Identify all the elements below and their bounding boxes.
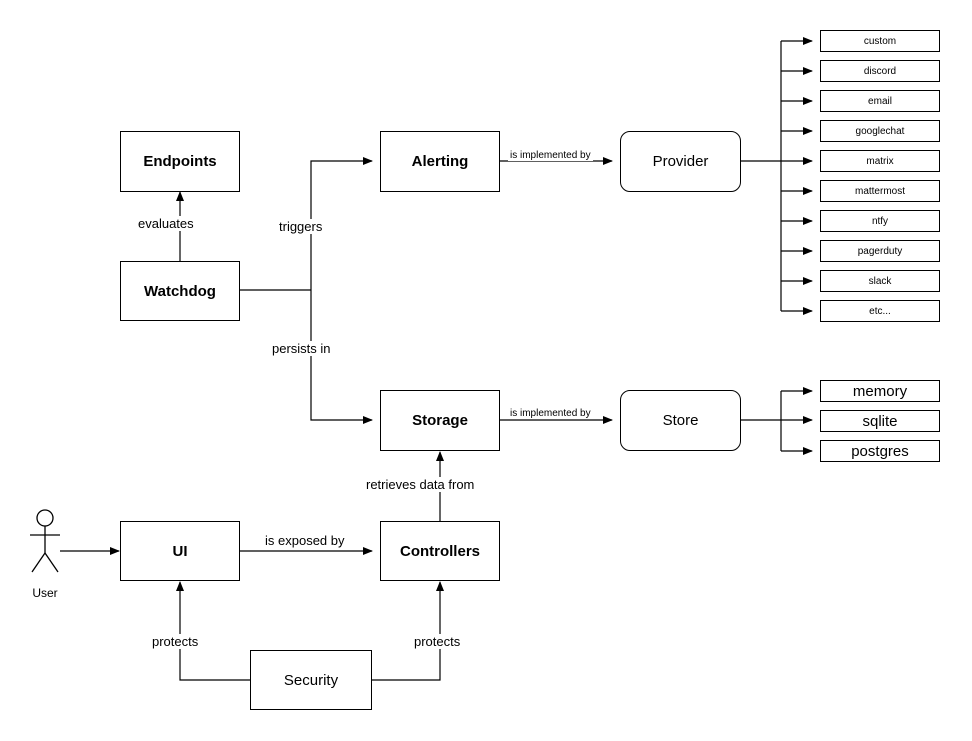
leaf-provider-discord[interactable] [820, 60, 940, 82]
leaf-provider-mattermost[interactable] [820, 180, 940, 202]
edge-label-storage-store: is implemented by [510, 408, 591, 419]
leaf-label: discord [863, 65, 897, 77]
node-provider-label: Provider [652, 153, 709, 170]
edge-label-protects-controllers: protects [414, 634, 461, 649]
node-security[interactable] [250, 650, 372, 710]
edge-label-is-exposed-by: is exposed by [265, 533, 345, 548]
leaf-label: memory [852, 382, 908, 400]
node-ui[interactable] [120, 521, 240, 581]
node-controllers-label: Controllers [399, 542, 480, 560]
node-endpoints-label: Endpoints [143, 153, 217, 170]
leaf-label: custom [863, 35, 897, 47]
node-alerting[interactable] [380, 131, 500, 192]
node-storage-label: Storage [412, 412, 468, 429]
leaf-provider-custom[interactable] [820, 30, 940, 52]
leaf-label: matrix [866, 155, 894, 167]
leaf-store-sqlite[interactable] [820, 410, 940, 432]
leaf-label: ntfy [871, 215, 889, 227]
node-store-label: Store [662, 412, 699, 429]
node-alerting-label: Alerting [411, 153, 469, 170]
user-actor-label: User [32, 586, 58, 600]
node-store[interactable] [620, 390, 741, 451]
leaf-provider-email[interactable] [820, 90, 940, 112]
leaf-label: postgres [851, 442, 909, 460]
leaf-label: sqlite [862, 412, 898, 430]
leaf-label: pagerduty [857, 245, 903, 257]
leaf-provider-slack[interactable] [820, 270, 940, 292]
node-watchdog-label: Watchdog [144, 282, 216, 300]
node-storage[interactable] [380, 390, 500, 451]
node-ui-label: UI [172, 542, 188, 560]
node-provider[interactable] [620, 131, 741, 192]
edge-label-evaluates: evaluates [138, 216, 194, 231]
edge-label-retrieves-data-from: retrieves data from [366, 477, 475, 492]
edge-label-triggers: triggers [279, 219, 323, 234]
leaf-provider-googlechat[interactable] [820, 120, 940, 142]
node-security-label: Security [283, 671, 339, 689]
edge-label-alerting-provider: is implemented by [510, 150, 591, 161]
leaf-provider-pagerduty[interactable] [820, 240, 940, 262]
leaf-store-postgres[interactable] [820, 440, 940, 462]
leaf-label: email [868, 95, 892, 107]
leaf-provider-ntfy[interactable] [820, 210, 940, 232]
node-controllers[interactable] [380, 521, 500, 581]
edge-label-protects-ui: protects [152, 634, 199, 649]
leaf-label: mattermost [854, 185, 905, 197]
leaf-provider-etc[interactable] [820, 300, 940, 322]
user-actor-icon [22, 508, 68, 578]
leaf-label: slack [868, 275, 892, 287]
leaf-store-memory[interactable] [820, 380, 940, 402]
leaf-provider-matrix[interactable] [820, 150, 940, 172]
leaf-label: etc... [869, 305, 891, 317]
edge-label-persists-in: persists in [272, 341, 331, 356]
node-watchdog[interactable] [120, 261, 240, 321]
leaf-label: googlechat [855, 125, 905, 137]
node-endpoints[interactable] [120, 131, 240, 192]
